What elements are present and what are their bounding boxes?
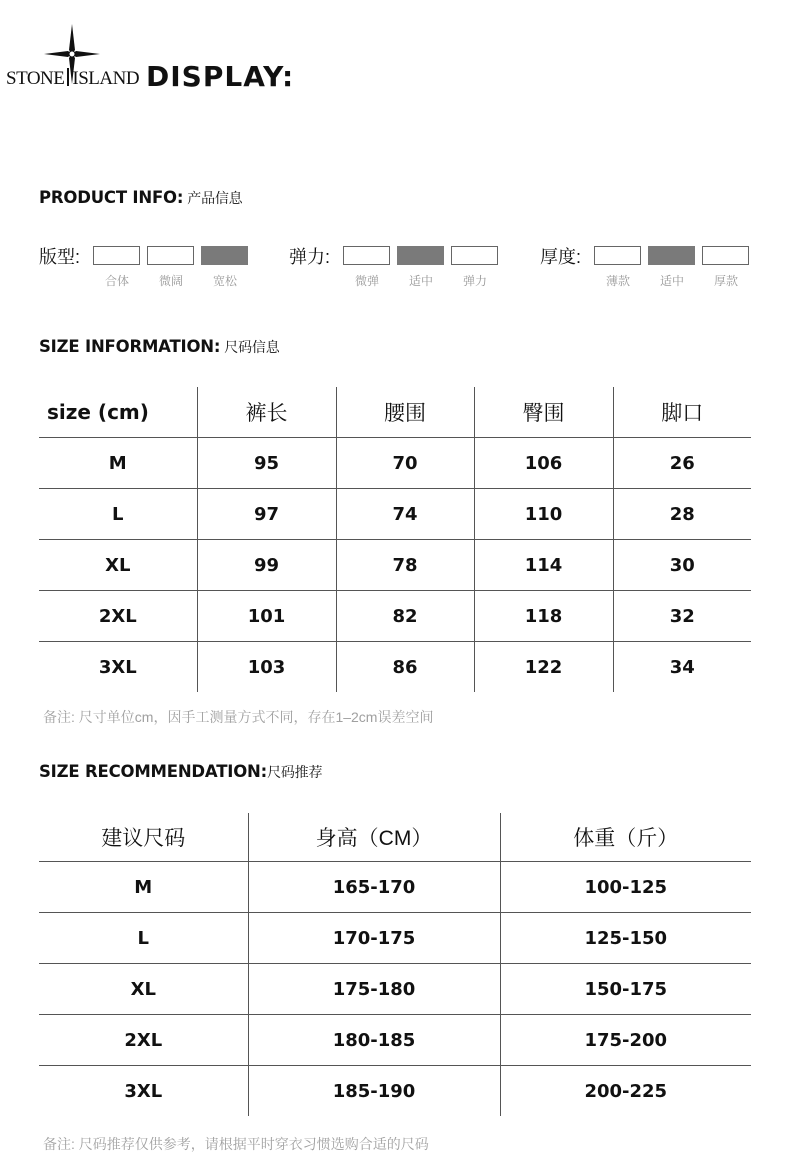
size-info-subtitle: 尺码信息	[224, 340, 280, 356]
fit-option-caption-3: 宽松	[212, 274, 237, 288]
header-cell: 建议尺码	[101, 827, 186, 850]
size-info-title: SIZE INFORMATION:	[39, 337, 221, 356]
table-row	[39, 964, 751, 1015]
fit-label: 版型:	[39, 247, 81, 267]
table-cell: 86	[336, 642, 474, 693]
product-info-title: PRODUCT INFO:	[39, 188, 184, 207]
thickness-option-caption-1: 薄款	[605, 274, 630, 288]
table-cell: 82	[336, 591, 474, 642]
elasticity-option-box-2	[397, 246, 444, 265]
product-info-subtitle: 产品信息	[187, 191, 243, 207]
thickness-option-box-2	[648, 246, 695, 265]
elasticity-option-box-1	[343, 246, 390, 265]
table-cell: 100-125	[500, 862, 751, 913]
table-cell: M	[39, 438, 197, 489]
table-cell: 3XL	[39, 1066, 248, 1117]
table-cell: 175-180	[248, 964, 500, 1015]
thickness-option-box-3	[702, 246, 749, 265]
header-cell: 腰围	[336, 387, 474, 438]
table-cell: 99	[197, 540, 336, 591]
brand-logo	[6, 22, 166, 102]
table-header-row	[39, 813, 751, 862]
table-row	[39, 591, 751, 642]
size-table	[39, 387, 751, 692]
table-cell: 175-200	[500, 1015, 751, 1066]
table-row	[39, 642, 751, 693]
elasticity-option-caption-1: 微弹	[354, 274, 379, 288]
table-cell: 34	[613, 642, 751, 693]
display-title: DISPLAY:	[146, 60, 295, 93]
brand-word-2: ISLAND	[72, 68, 140, 89]
brand-wordmark	[6, 68, 139, 90]
table-cell: M	[39, 862, 248, 913]
table-row	[39, 1066, 751, 1117]
brand-separator	[67, 68, 69, 86]
table-cell: 74	[336, 489, 474, 540]
brand-word-1: STONE	[6, 68, 65, 89]
size-rec-subtitle: 尺码推荐	[267, 765, 323, 781]
table-row	[39, 438, 751, 489]
header-cell: 脚口	[613, 387, 751, 438]
table-cell: 103	[197, 642, 336, 693]
table-cell: 118	[474, 591, 613, 642]
fit-option-box-1	[93, 246, 140, 265]
table-cell: 78	[336, 540, 474, 591]
table-cell: L	[39, 489, 197, 540]
table-cell: 101	[197, 591, 336, 642]
thickness-label: 厚度:	[540, 247, 582, 267]
fit-option-caption-2: 微阔	[158, 274, 183, 288]
table-cell: 125-150	[500, 913, 751, 964]
table-cell: 185-190	[248, 1066, 500, 1117]
table-cell: 26	[613, 438, 751, 489]
thickness-option-caption-3: 厚款	[713, 274, 738, 288]
table-cell: XL	[39, 540, 197, 591]
table-cell: 32	[613, 591, 751, 642]
header-cell: 身高（CM）	[248, 813, 500, 862]
table-cell: 150-175	[500, 964, 751, 1015]
table-row	[39, 1015, 751, 1066]
fit-option-box-2	[147, 246, 194, 265]
size-rec-heading	[39, 762, 322, 782]
table-cell: 70	[336, 438, 474, 489]
size-rec-note: 备注: 尺码推荐仅供参考，请根据平时穿衣习惯选购合适的尺码	[43, 1136, 429, 1152]
table-cell: 106	[474, 438, 613, 489]
product-info-heading	[39, 188, 242, 208]
size-recommendation-table	[39, 813, 751, 1116]
table-cell: 180-185	[248, 1015, 500, 1066]
table-cell: 3XL	[39, 642, 197, 693]
table-header-row	[39, 387, 751, 438]
table-cell: 28	[613, 489, 751, 540]
table-cell: 95	[197, 438, 336, 489]
table-cell: XL	[39, 964, 248, 1015]
table-cell: 114	[474, 540, 613, 591]
table-cell: 30	[613, 540, 751, 591]
size-info-note: 备注: 尺寸单位cm，因手工测量方式不同，存在1–2cm误差空间	[43, 709, 434, 725]
elasticity-label: 弹力:	[289, 247, 331, 267]
elasticity-option-caption-3: 弹力	[462, 274, 487, 288]
header-cell: 裤长	[197, 387, 336, 438]
table-cell: 2XL	[39, 1015, 248, 1066]
table-row	[39, 540, 751, 591]
table-cell: 110	[474, 489, 613, 540]
fit-option-caption-1: 合体	[104, 274, 129, 288]
header-cell: 体重（斤）	[500, 813, 751, 862]
elasticity-option-caption-2: 适中	[408, 274, 433, 288]
table-cell: 170-175	[248, 913, 500, 964]
thickness-option-box-1	[594, 246, 641, 265]
table-cell: 122	[474, 642, 613, 693]
header-cell: size (cm)	[47, 400, 149, 424]
size-info-heading	[39, 337, 280, 357]
elasticity-option-box-3	[451, 246, 498, 265]
table-cell: 2XL	[39, 591, 197, 642]
table-row	[39, 913, 751, 964]
table-cell: 200-225	[500, 1066, 751, 1117]
table-cell: L	[39, 913, 248, 964]
header-cell: 臀围	[474, 387, 613, 438]
table-row	[39, 862, 751, 913]
fit-option-box-3	[201, 246, 248, 265]
table-row	[39, 489, 751, 540]
table-cell: 97	[197, 489, 336, 540]
thickness-option-caption-2: 适中	[659, 274, 684, 288]
table-cell: 165-170	[248, 862, 500, 913]
size-rec-title: SIZE RECOMMENDATION:	[39, 762, 268, 781]
